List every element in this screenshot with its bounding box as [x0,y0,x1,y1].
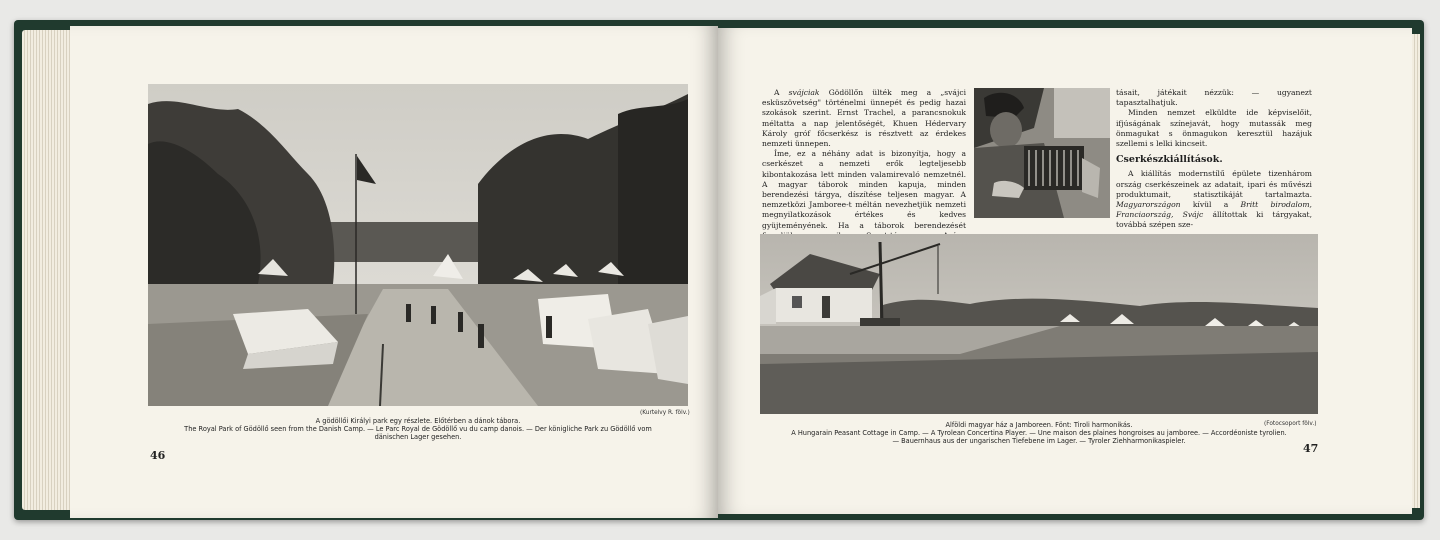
royal-park-photo-drawing [148,84,688,406]
right-text-column-2 [1116,88,1312,231]
left-caption-multilingual-2: dänischen Lager gesehen. [374,433,462,441]
page-edges-left [22,30,74,510]
col2-paragraph-2: Minden nemzet elküldte ide képviselőit, ifjúságának színejavát, hogy mutassák meg önmagukat s önmagukon keresztül hazájuk szellemi s lelki kincseit. [1116,108,1312,149]
exhibitions-heading: Cserkészkiállítások. [1116,154,1223,166]
col2-paragraph-1: tásait, játékait nézzük: — ugyanezt tapasztalhatjuk. [1116,88,1312,108]
peasant-cottage-drawing [760,234,1318,414]
tyrolean-concertina-player-photo [974,88,1110,218]
col1-paragraph-1: A svájciak Gödöllőn ülték meg a „svájci esküszövetség" történelmi ünnepét és pedig hazai szokások szerint. Ernst Trachel, a parancsnokuk méltatta a nap jelentőségét, Khuen Hédervary Károly gróf főcserkész is résztvett az érdekes nemzeti ünnepen. [762,88,966,149]
col1-paragraph-2: Íme, ez a néhány adat is bizonyítja, hogy a cserkészet a nemzeti erők legteljesebb kibontakozása lett minden valamirevaló nemzetnél. A magyar táborok minden kapuja, minden berendezési tárgya, díszítése teljesen magyar. A nemzetközi Jamboree-t méltán nevezhetjük nemzeti megnyilatkozások értékes és kedves gyüjteményének. Ha a táborok berendezését [762,149,966,230]
right-text-column-1 [762,88,966,251]
right-photo-credit: (Fotocsoport fölv.) [1264,421,1317,427]
right-caption-multilingual-2: — Bauernhaus aus der ungarischen Tiefebene im Lager. — Tyroler Ziehharmonikaspieler. [892,437,1186,445]
right-caption-hungarian: Alföldi magyar ház a Jamboreen. Fönt: Tiroli harmonikás. [945,421,1133,429]
left-caption-hungarian: A gödöllői Királyi park egy részlete. Előtérben a dánok tábora. [315,417,521,425]
left-caption-multilingual-1: The Royal Park of Gödöllő seen from the Danish Camp. — Le Parc Royal de Gödöllő vu du camp danois. — Der königliche Park zu Gödöllő vom [184,425,652,433]
right-page-number: 47 [1303,442,1319,455]
left-page [70,26,718,518]
right-caption-multilingual-1: A Hungarain Peasant Cottage in Camp. — A Tyrolean Concertina Player. — Une maison des plaines hongroises au jamboree. — Accordéoniste tyrolien. [791,429,1287,437]
concertina-player-drawing [974,88,1110,218]
right-page [718,28,1412,514]
left-page-number: 46 [150,449,166,462]
peasant-cottage-photo [760,234,1318,414]
left-photo-credit: (Kurtelvy R. fölv.) [640,410,690,416]
col2-paragraph-3: A kiállítás modernstílű épülete tizenhárom ország cserkészeinek az adatait, ipari és művészi produktumait, statisztikáját tartalmazta. Magyarországon kívül a Britt birodalom, Franciaország, Svájc állítottak ki tárgyakat, továbbá szépen sze- [1116,169,1312,230]
royal-park-photo [148,84,688,406]
